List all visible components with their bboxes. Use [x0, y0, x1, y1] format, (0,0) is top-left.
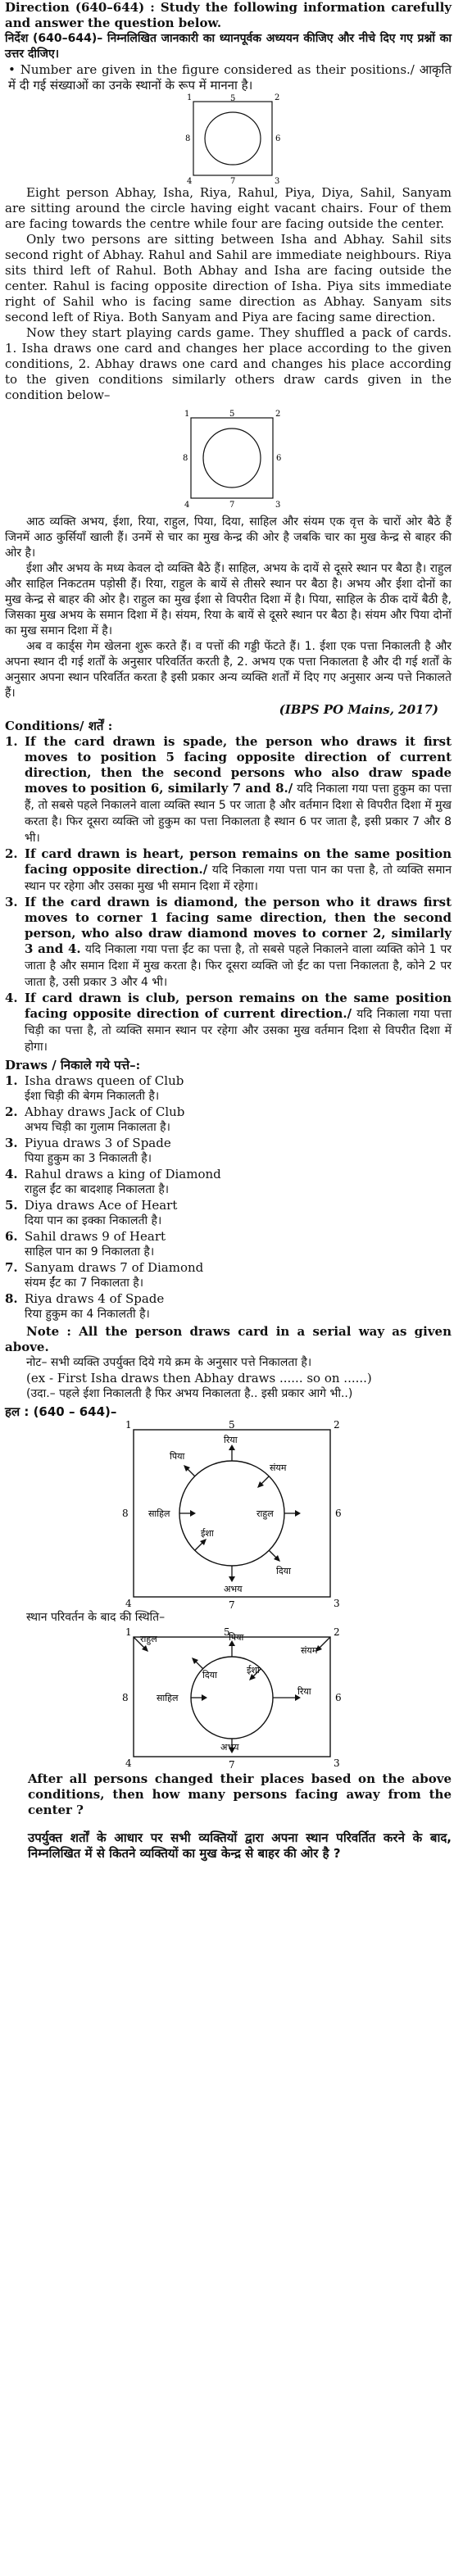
draw-text-hindi: दिया पान का इक्का निकालती है। [25, 1214, 162, 1227]
corner-label: 4 [125, 1757, 132, 1769]
person-label: अभय [223, 1584, 243, 1594]
condition-text-hindi: यदि निकाला गया पत्ता पान का पत्ता है, तो व्यक्ति समान स्थान पर रहेगा और उसका मुख भी समान दिशा में रहेगा। [25, 864, 452, 893]
condition-text: If the card drawn is spade, the person who draws it first moves to position 5 facing opposite direction of current direction, then the second persons who also draw spade moves to position 6, similarly 7 and 8./ [25, 734, 452, 796]
position-label: 7 [229, 501, 234, 510]
person-label: दिया [202, 1670, 217, 1680]
position-label: 6 [334, 1508, 342, 1519]
passage-en-3: Now they start playing cards game. They shuffled a pack of cards. 1. Isha draws one card and changes her place according to the given conditions, 2. Abhay draws one card and changes his place according to the given conditions similarly others draw cards given in the condition below– [5, 325, 452, 402]
solution-diagram-1 [109, 1420, 355, 1610]
person-label: संयम [269, 1463, 286, 1473]
draw-number: 4. [5, 1167, 18, 1181]
person-label: रिया [297, 1686, 311, 1697]
positions-bullet: • Number are given in the figure considered as their positions./ आकृति में दी गई संख्याओं का उनके स्थानों के रूप में मानना है। [8, 62, 452, 93]
direction-heading-hindi: निर्देश (640–644)– निम्नलिखित जानकारी का ध्यानपूर्वक अध्ययन कीजिए और नीचे दिए गए प्रश्नों का उत्तर दीजिए। [5, 32, 452, 61]
passage-en-1: Eight person Abhay, Isha, Riya, Rahul, Piya, Diya, Sahil, Sanyam are sitting around the circle having eight vacant chairs. Four of them are facing towards the centre while four are facing outside the center. [5, 185, 452, 231]
person-label: रिया [223, 1435, 238, 1445]
condition-item [0, 991, 463, 1055]
draw-number: 8. [5, 1291, 18, 1306]
person-label: पिया [228, 1632, 243, 1643]
draw-item [5, 1198, 452, 1229]
position-label: 5 [229, 94, 235, 103]
draw-item [5, 1167, 452, 1198]
corner-label: 1 [125, 1420, 132, 1431]
draw-number: 7. [5, 1260, 18, 1275]
condition-text-hindi: यदि निकाला गया पत्ता हुकुम का पत्ता हैं, तो सबसे पहले निकालने वाला व्यक्ति स्थान 5 पर जाता है और वर्तमान दिशा से विपरीत दिशा में मुख करता है। फिर दूसरा व्यक्ति जो हुकुम का पत्ता निकालता है स्थान 6 पर जाता है, इसी प्रकार 7 और 8 भी। [25, 782, 452, 845]
position-label: 8 [182, 454, 188, 463]
position-label: 8 [184, 134, 190, 143]
draw-text: Rahul draws a king of Diamond [25, 1167, 221, 1181]
position-label: 6 [275, 454, 281, 463]
corner-label: 3 [274, 177, 279, 185]
draw-item [5, 1260, 452, 1291]
question-text-hindi: उपर्युक्त शर्तों के आधार पर सभी व्यक्तियों द्वारा अपना स्थान परिवर्तित करने के बाद, निम्नलिखित में से कितने व्यक्तियों का मुख केन्द्र से बाहर की ओर है ? [28, 1830, 452, 1861]
condition-item [0, 895, 463, 991]
note-example: (ex - First Isha draws then Abhay draws ...... so on ......) [26, 1371, 372, 1386]
corner-label: 2 [275, 410, 280, 419]
person-label: अभय [220, 1742, 239, 1753]
corner-label: 1 [125, 1626, 132, 1638]
condition-item [0, 734, 463, 846]
position-label: 8 [121, 1692, 129, 1703]
position-label: 5 [228, 1420, 235, 1431]
draw-text-hindi: अभय चिड़ी का गुलाम निकालता है। [25, 1121, 170, 1134]
draw-item [5, 1136, 452, 1167]
corner-label: 4 [186, 177, 192, 185]
condition-text-hindi: यदि निकाला गया पत्ता ईंट का पत्ता है, तो सबसे पहले निकालने वाला व्यक्ति कोने 1 पर जाता है और समान दिशा में मुख करता है। फिर दूसरा व्यक्ति जो ईंट का पत्ता निकालता है, कोने 2 पर जाता है, उसी प्रकार 3 और 4 भी। [25, 943, 452, 989]
corner-label: 2 [333, 1626, 340, 1638]
draw-text-hindi: ईशा चिड़ी की बेगम निकालती है। [25, 1090, 160, 1103]
draw-item [5, 1229, 452, 1260]
draw-text-hindi: राहुल ईंट का बादशाह निकालता है। [25, 1183, 170, 1196]
position-figure-2 [166, 408, 297, 510]
passage-en-2: Only two persons are sitting between Isha and Abhay. Sahil sits second right of Abhay. Rahul and Sahil are immediate neighbours. Riya sits third left of Rahul. Both Abhay and Isha are facing outside the center. Rahul is facing opposite direction of Isha. Piya sits immediate right of Sahil who is facing same direction as Abhay. Sanyam sits second left of Riya. Both Sanyam and Piya are facing same direction. [5, 232, 452, 324]
draw-text: Sahil draws 9 of Heart [25, 1229, 166, 1244]
draw-text: Isha draws queen of Club [25, 1073, 184, 1088]
draw-number: 1. [5, 1073, 18, 1088]
corner-label: 3 [333, 1757, 340, 1769]
source-citation: (IBPS PO Mains, 2017) [279, 702, 438, 717]
draw-text: Abhay draws Jack of Club [25, 1104, 185, 1119]
person-label: साहिल [148, 1508, 170, 1519]
solution-diagram-2 [109, 1626, 355, 1770]
condition-text: If card drawn is club, person remains on the same position facing opposite direction of current direction./ [25, 991, 452, 1021]
position-label: 7 [229, 177, 235, 185]
draws-list [0, 1073, 463, 1322]
draw-text: Sanyam draws 7 of Diamond [25, 1260, 204, 1275]
corner-label: 1 [186, 93, 192, 102]
corner-label: 2 [333, 1420, 340, 1431]
person-label: ईशा [200, 1528, 214, 1539]
draw-text-hindi: संयम ईंट का 7 निकालता है। [25, 1277, 144, 1290]
conditions-heading: Conditions/ शर्तें : [5, 719, 113, 733]
position-label: 6 [275, 134, 280, 143]
position-label: 7 [228, 1599, 235, 1610]
draw-number: 2. [5, 1104, 18, 1119]
draws-heading: Draws / निकाले गये पत्ते–: [5, 1058, 141, 1073]
condition-number: 1. [5, 734, 18, 749]
corner-label: 4 [184, 501, 189, 510]
after-change-label: स्थान परिवर्तन के बाद की स्थिति– [26, 1611, 166, 1624]
condition-text: If card drawn is heart, person remains on the same position facing opposite direction./ [25, 846, 452, 877]
position-label: 8 [121, 1508, 129, 1519]
corner-label: 3 [333, 1598, 340, 1609]
draw-number: 3. [5, 1136, 18, 1150]
condition-number: 4. [5, 991, 18, 1005]
position-label: 7 [228, 1759, 235, 1770]
note-text: Note : All the person draws card in a serial way as given above. [5, 1324, 452, 1354]
position-figure-1 [170, 93, 293, 185]
draw-text: Riya draws 4 of Spade [25, 1291, 165, 1306]
person-label: पिया [169, 1451, 184, 1462]
draw-text-hindi: साहिल पान का 9 निकालता है। [25, 1245, 155, 1259]
person-label: दिया [275, 1566, 291, 1576]
passage-hi-3: अब व कार्ड्स गेम खेलना शुरू करते हैं। व पत्तों की गड्डी फेंटते हैं। 1. ईशा एक पत्ता निकालती है और अपना स्थान दी गई शर्तों के अनुसार परिवर्तित करती है, 2. अभय एक पत्ता निकालता है और दी गई शर्तों के अनुसार अपना स्थान परिवर्तित करता है इसी प्रकार अन्य व्यक्ति शर्तों में दिए गए अनुसार अन्य पत्ते निकालते हैं। [5, 640, 452, 700]
corner-label: 2 [274, 93, 279, 102]
person-label: राहुल [139, 1634, 157, 1644]
draw-text: Diya draws Ace of Heart [25, 1198, 178, 1213]
draw-number: 5. [5, 1198, 18, 1213]
condition-number: 3. [5, 895, 18, 909]
corner-label: 3 [275, 501, 280, 510]
passage-hi-2: ईशा और अभय के मध्य केवल दो व्यक्ति बैठे हैं। साहिल, अभय के दायें से दूसरे स्थान पर बैठा है। राहुल और साहिल निकटतम पड़ोसी हैं। रिया, राहुल के बायें से तीसरे स्थान पर बैठा है। अभय और ईशा दोनों का मुख केन्द्र से बाहर की ओर है। राहुल का मुख ईशा से विपरीत दिशा में है। पिया, साहिल के ठीक दायें बैठी है, जिसका मुख अभय के समान दिशा में है। संयम, रिया के बायें से दूसरे स्थान पर बैठा है। संयम और पिया दोनों का मुख समान दिशा में है। [5, 562, 452, 637]
passage-hi-1: आठ व्यक्ति अभय, ईशा, रिया, राहुल, पिया, दिया, साहिल और संयम एक वृत्त के चारों ओर बैठे हैं जिनमें आठ कुर्सियाँ खाली हैं। उनमें से चार का मुख केन्द्र की ओर है जबकि चार का मुख केन्द्र से बाहर की ओर है। [5, 515, 452, 560]
question-text: After all persons changed their places based on the above conditions, then how many persons facing away from the center ? [28, 1771, 452, 1817]
position-label: 5 [229, 410, 234, 419]
position-label: 5 [223, 1626, 230, 1638]
person-label: राहुल [256, 1508, 274, 1519]
condition-item [0, 846, 463, 895]
person-label: ईशा [246, 1665, 260, 1676]
draw-text: Piyua draws 3 of Spade [25, 1136, 171, 1150]
direction-heading: Direction (640–644) : Study the following information carefully and answer the question below. [5, 0, 452, 30]
draw-item [5, 1104, 452, 1136]
person-label: साहिल [156, 1693, 178, 1703]
note-text-hindi: नोट– सभी व्यक्ति उपर्युक्त दिये गये क्रम के अनुसार पत्ते निकालता है। [26, 1356, 312, 1369]
draw-item [5, 1291, 452, 1322]
condition-number: 2. [5, 846, 18, 861]
draw-text-hindi: रिया हुकुम का 4 निकालती है। [25, 1308, 150, 1321]
corner-label: 4 [125, 1598, 132, 1609]
draw-item [5, 1073, 452, 1104]
corner-label: 1 [184, 410, 189, 419]
draw-number: 6. [5, 1229, 18, 1244]
note-example-hindi: (उदा.– पहले ईशा निकालती है फिर अभय निकालता है.. इसी प्रकार आगे भी..) [26, 1387, 353, 1400]
draw-text-hindi: पिया हुकुम का 3 निकालती है। [25, 1152, 152, 1165]
solution-heading: हल : (640 – 644)– [5, 1404, 117, 1419]
condition-text-hindi: यदि निकाला गया पत्ता चिड़ी का पत्ता है, तो व्यक्ति समान स्थान पर रहेगा और उसका मुख वर्तमान दिशा से विपरीत दिशा में होगा। [25, 1008, 452, 1054]
person-label: संयम [300, 1645, 317, 1656]
position-label: 6 [334, 1692, 342, 1703]
condition-text: If the card drawn is diamond, the person who it draws first moves to corner 1 facing same direction, then the second person, who also draw diamond moves to corner 2, similarly 3 and 4. [25, 895, 452, 956]
